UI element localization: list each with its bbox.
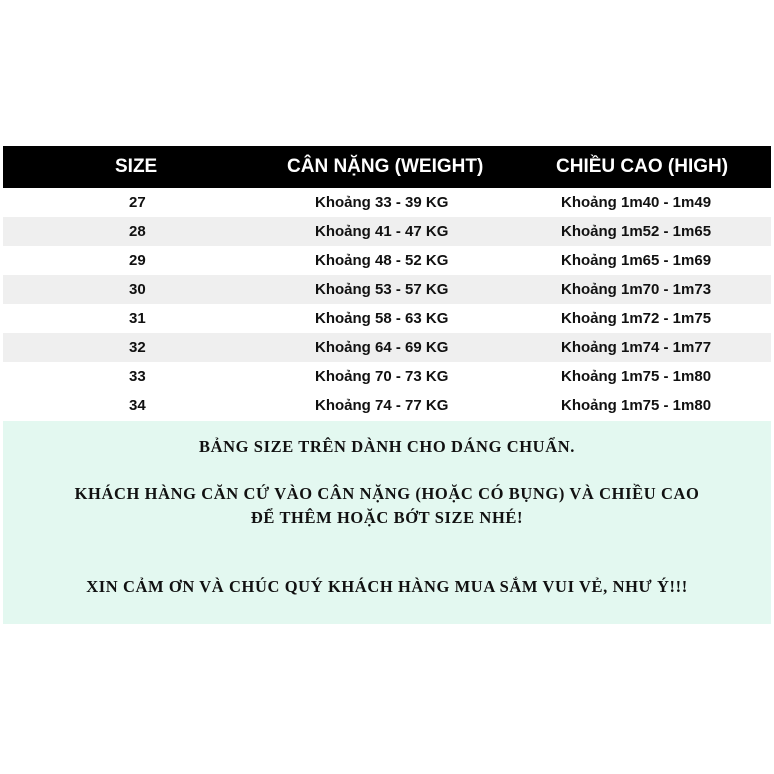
cell-height: Khoảng 1m75 - 1m80	[561, 368, 712, 385]
table-row	[3, 217, 771, 246]
note-line-advice: KHÁCH HÀNG CĂN CỨ VÀO CÂN NẶNG (HOẶC CÓ BỤNG) VÀ CHIỀU CAO	[74, 484, 700, 503]
cell-size: 32	[129, 339, 146, 356]
cell-height: Khoảng 1m70 - 1m73	[561, 281, 712, 298]
cell-weight: Khoảng 70 - 73 KG	[315, 368, 449, 385]
table-header	[3, 146, 771, 188]
cell-weight: Khoảng 41 - 47 KG	[315, 223, 449, 240]
cell-height: Khoảng 1m72 - 1m75	[561, 310, 712, 327]
header-size: SIZE	[115, 156, 158, 177]
cell-size: 31	[129, 310, 146, 327]
table-row	[3, 188, 771, 217]
cell-height: Khoảng 1m75 - 1m80	[561, 397, 712, 414]
cell-weight: Khoảng 53 - 57 KG	[315, 281, 449, 298]
cell-size: 28	[129, 223, 146, 240]
table-row	[3, 391, 771, 420]
cell-height: Khoảng 1m40 - 1m49	[561, 194, 712, 211]
header-weight: CÂN NẶNG (WEIGHT)	[287, 156, 484, 177]
cell-size: 34	[129, 397, 146, 414]
cell-weight: Khoảng 64 - 69 KG	[315, 339, 449, 356]
cell-weight: Khoảng 74 - 77 KG	[315, 397, 449, 414]
cell-weight: Khoảng 33 - 39 KG	[315, 194, 449, 211]
cell-height: Khoảng 1m74 - 1m77	[561, 339, 712, 356]
cell-weight: Khoảng 58 - 63 KG	[315, 310, 449, 327]
cell-height: Khoảng 1m65 - 1m69	[561, 252, 712, 269]
table-row	[3, 333, 771, 362]
cell-weight: Khoảng 48 - 52 KG	[315, 252, 449, 269]
table-row	[3, 362, 771, 391]
size-chart-table	[3, 146, 771, 420]
note-line-standard: BẢNG SIZE TRÊN DÀNH CHO DÁNG CHUẨN.	[199, 437, 575, 456]
size-note-panel	[3, 421, 771, 624]
cell-size: 27	[129, 194, 146, 211]
table-row	[3, 275, 771, 304]
table-row	[3, 304, 771, 333]
cell-size: 30	[129, 281, 146, 298]
note-line-adjust: ĐỂ THÊM HOẶC BỚT SIZE NHÉ!	[250, 508, 524, 527]
cell-size: 29	[129, 252, 146, 269]
header-height: CHIỀU CAO (HIGH)	[556, 156, 729, 177]
cell-height: Khoảng 1m52 - 1m65	[561, 223, 712, 240]
cell-size: 33	[129, 368, 146, 385]
note-line-thanks: XIN CẢM ƠN VÀ CHÚC QUÝ KHÁCH HÀNG MUA SẮM VUI VẺ, NHƯ Ý!!!	[86, 577, 688, 596]
table-row	[3, 246, 771, 275]
